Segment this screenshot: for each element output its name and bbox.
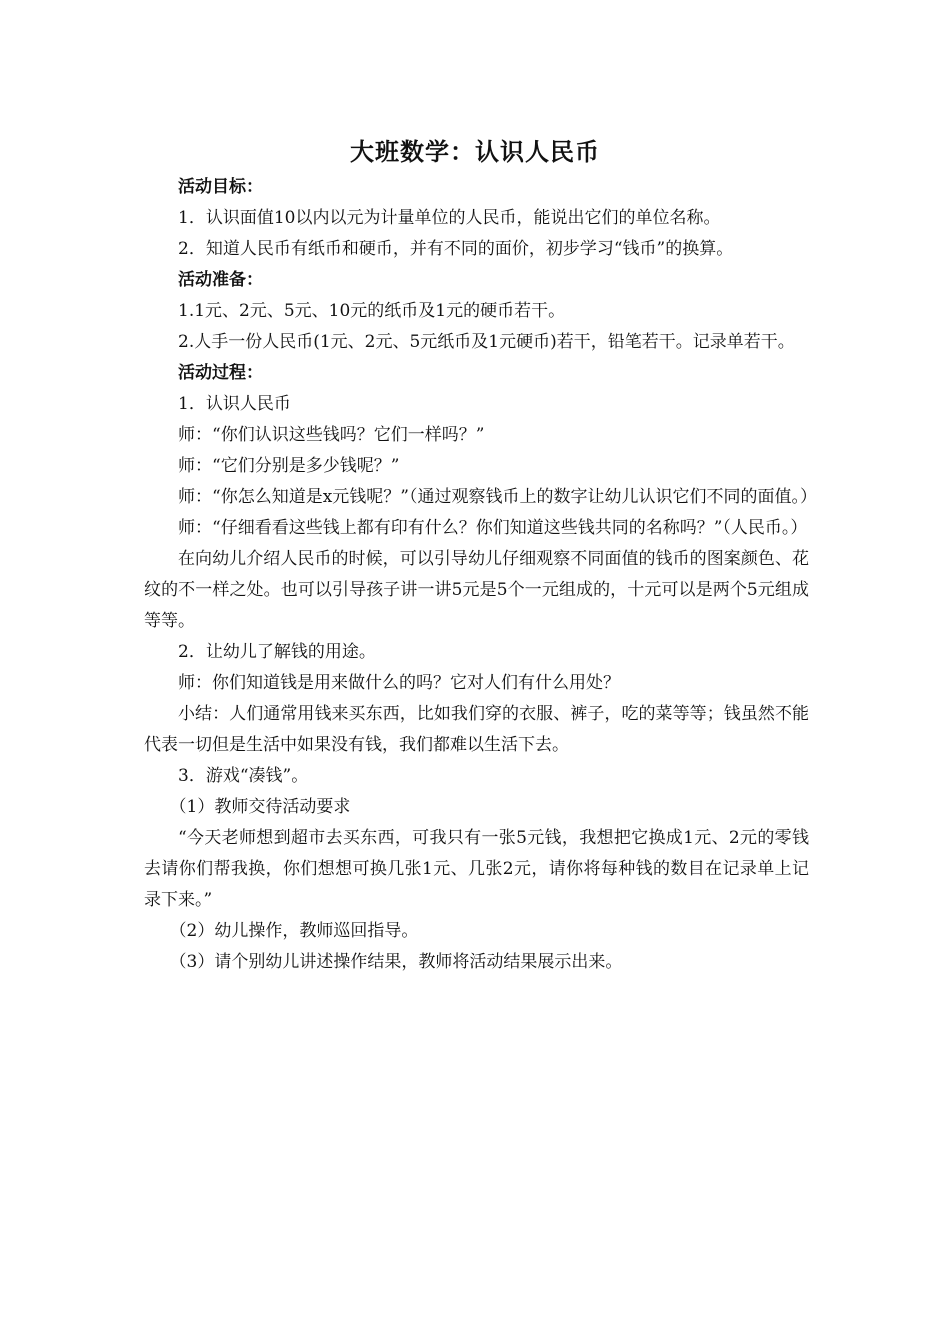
- goal-item-2: 2．知道人民币有纸币和硬币，并有不同的面价，初步学习“钱币”的换算。: [178, 239, 734, 259]
- sub-step-1: （1）教师交待活动要求: [169, 797, 351, 817]
- body-paragraph: “今天老师想到超市去买东西，可我只有一张5元钱，我想把它换成1元、2元的零钱去请你们帮我换，你们想想可换几张1元、几张2元，请你将每种钱的数目在记录单上记录下来。”: [144, 828, 809, 910]
- document-title: 大班数学：认识人民币: [350, 138, 600, 166]
- summary-paragraph: 小结：人们通常用钱来买东西，比如我们穿的衣服、裤子，吃的菜等等；钱虽然不能代表一切但是生活中如果没有钱，我们都难以生活下去。: [144, 704, 809, 755]
- section-heading-preparation: 活动准备：: [178, 270, 263, 290]
- sub-step-3: （3）请个别幼儿讲述操作结果，教师将活动结果展示出来。: [169, 952, 623, 972]
- dialogue-line: 师：你们知道钱是用来做什么的吗？它对人们有什么用处？: [178, 673, 620, 693]
- dialogue-line: 师：“仔细看看这些钱上都有印有什么？你们知道这些钱共同的名称吗？”（人民币。）: [178, 518, 808, 538]
- preparation-item-1: 1.1元、2元、5元、10元的纸币及1元的硬币若干。: [178, 301, 566, 321]
- sub-step-2: （2）幼儿操作，教师巡回指导。: [169, 921, 419, 941]
- process-step-1: 1．认识人民币: [178, 394, 291, 414]
- process-step-3: 3．游戏“凑钱”。: [178, 766, 309, 786]
- document-body: [144, 172, 817, 978]
- section-heading-process: 活动过程：: [178, 363, 263, 383]
- dialogue-line: 师：“你怎么知道是x元钱呢？”（通过观察钱币上的数字让幼儿认识它们不同的面值。）: [178, 487, 817, 507]
- preparation-item-2: 2.人手一份人民币(1元、2元、5元纸币及1元硬币)若干，铅笔若干。记录单若干。: [178, 332, 795, 352]
- dialogue-line: 师：“它们分别是多少钱呢？”: [178, 456, 400, 476]
- section-heading-goals: 活动目标：: [178, 177, 263, 197]
- body-paragraph: 在向幼儿介绍人民币的时候，可以引导幼儿仔细观察不同面值的钱币的图案颜色、花纹的不一样之处。也可以引导孩子讲一讲5元是5个一元组成的，十元可以是两个5元组成等等。: [144, 549, 809, 631]
- dialogue-line: 师：“你们认识这些钱吗？它们一样吗？”: [178, 425, 485, 445]
- process-step-2: 2．让幼儿了解钱的用途。: [178, 642, 376, 662]
- goal-item-1: 1．认识面值10以内以元为计量单位的人民币，能说出它们的单位名称。: [178, 208, 721, 228]
